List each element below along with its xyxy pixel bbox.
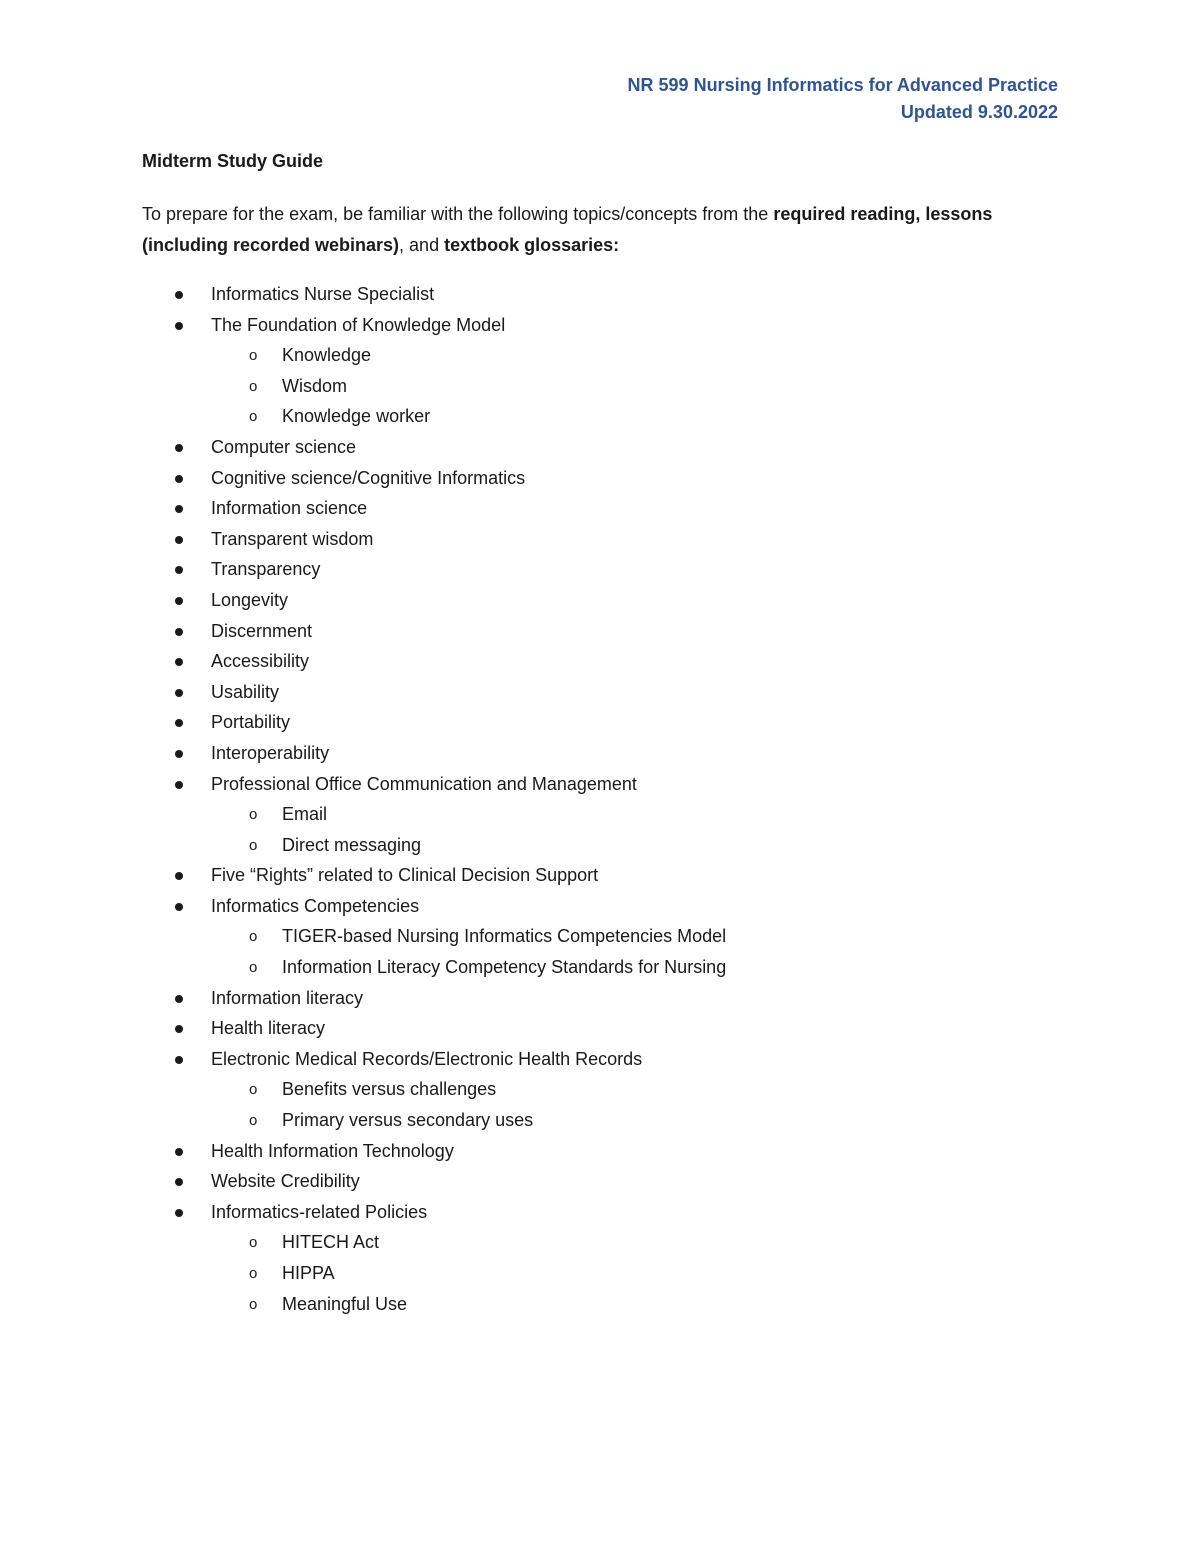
subtopic-item xyxy=(0,371,1200,402)
page-title: Midterm Study Guide xyxy=(142,151,324,171)
topic-label: Accessibility xyxy=(211,651,310,672)
subtopic-label: Wisdom xyxy=(282,375,348,396)
topic-item xyxy=(0,463,1200,494)
topic-label: Transparency xyxy=(211,559,321,580)
topic-label: Website Credibility xyxy=(211,1171,360,1192)
topic-label: Health literacy xyxy=(211,1018,326,1039)
document-header xyxy=(628,72,1058,126)
topic-item xyxy=(0,1197,1200,1228)
subtopic-label: Benefits versus challenges xyxy=(282,1079,497,1100)
topic-item xyxy=(0,1136,1200,1167)
topic-label: The Foundation of Knowledge Model xyxy=(211,314,506,335)
bullet-icon xyxy=(175,566,183,574)
subtopic-item xyxy=(0,340,1200,371)
topic-item xyxy=(0,1044,1200,1075)
hollow-bullet-icon: o xyxy=(249,1234,258,1252)
topic-item xyxy=(0,554,1200,585)
bullet-icon xyxy=(175,1148,183,1156)
topic-label: Professional Office Communication and Management xyxy=(211,773,637,794)
hollow-bullet-icon: o xyxy=(249,408,258,426)
topic-label: Informatics Competencies xyxy=(211,895,420,916)
subtopic-item xyxy=(0,1227,1200,1258)
hollow-bullet-icon: o xyxy=(249,1265,258,1282)
intro-bold-1: required reading, lessons (including recorded webinars) xyxy=(142,204,993,255)
topic-label: Computer science xyxy=(211,436,357,457)
hollow-bullet-icon: o xyxy=(249,1112,258,1130)
topic-label: Usability xyxy=(211,681,280,702)
bullet-icon xyxy=(175,872,183,880)
hollow-bullet-icon: o xyxy=(249,347,258,365)
bullet-icon xyxy=(175,322,183,330)
bullet-icon xyxy=(175,689,183,697)
intro-text-1: To prepare for the exam, be familiar with the following topics/concepts from the xyxy=(142,204,774,224)
subtopic-item xyxy=(0,1105,1200,1136)
subtopic-item xyxy=(0,1289,1200,1320)
topic-item xyxy=(0,585,1200,616)
bullet-icon xyxy=(175,995,183,1003)
topic-item xyxy=(0,1166,1200,1197)
topic-label: Information literacy xyxy=(211,987,364,1008)
intro-bold-2: textbook glossaries: xyxy=(444,235,620,255)
subtopic-label: Knowledge worker xyxy=(282,406,431,427)
bullet-icon xyxy=(175,291,183,299)
subtopic-label: HIPPA xyxy=(282,1263,335,1283)
bullet-icon xyxy=(175,628,183,636)
topic-label: Informatics-related Policies xyxy=(211,1201,428,1222)
bullet-icon xyxy=(175,903,183,911)
bullet-icon xyxy=(175,1209,183,1217)
topic-item xyxy=(0,860,1200,891)
updated-label: Updated xyxy=(900,102,973,122)
topic-list xyxy=(0,279,1200,1319)
intro-paragraph xyxy=(142,199,1062,261)
topic-item xyxy=(0,432,1200,463)
subtopic-label: Direct messaging xyxy=(282,834,422,855)
topic-item xyxy=(0,983,1200,1014)
topic-label: Interoperability xyxy=(211,742,330,763)
hollow-bullet-icon: o xyxy=(249,1081,258,1099)
bullet-icon xyxy=(175,781,183,789)
subtopic-label: HITECH Act xyxy=(282,1232,380,1253)
bullet-icon xyxy=(175,536,183,544)
topic-item xyxy=(0,646,1200,677)
topic-label: Portability xyxy=(211,712,291,733)
bullet-icon xyxy=(175,597,183,605)
topic-label: Transparent wisdom xyxy=(211,528,374,549)
updated-date: 9.30.2022 xyxy=(977,102,1058,122)
topic-item xyxy=(0,279,1200,310)
topic-label: Longevity xyxy=(211,589,289,610)
subtopic-item xyxy=(0,921,1200,952)
bullet-icon xyxy=(175,444,183,452)
topic-label: Health Information Technology xyxy=(211,1140,454,1161)
subtopic-label: Primary versus secondary uses xyxy=(282,1110,534,1131)
bullet-icon xyxy=(175,658,183,666)
topic-item xyxy=(0,677,1200,708)
topic-item xyxy=(0,310,1200,341)
topic-item xyxy=(0,524,1200,555)
bullet-icon xyxy=(175,1056,183,1064)
subtopic-item xyxy=(0,952,1200,983)
topic-label: Information science xyxy=(211,498,368,519)
hollow-bullet-icon: o xyxy=(249,1295,258,1313)
topic-label: Cognitive science/Cognitive Informatics xyxy=(211,467,526,488)
subtopic-item xyxy=(0,799,1200,830)
bullet-icon xyxy=(175,1025,183,1033)
subtopic-label: Email xyxy=(282,804,328,825)
topic-item xyxy=(0,738,1200,769)
bullet-icon xyxy=(175,750,183,758)
topic-item xyxy=(0,769,1200,800)
intro-text-2: , and xyxy=(399,235,445,255)
hollow-bullet-icon: o xyxy=(249,806,258,824)
hollow-bullet-icon: o xyxy=(249,836,258,854)
topic-item xyxy=(0,616,1200,647)
subtopic-item xyxy=(0,1258,1200,1289)
bullet-icon xyxy=(175,505,183,513)
topic-item xyxy=(0,891,1200,922)
subtopic-label: TIGER-based Nursing Informatics Competencies Model xyxy=(282,926,727,947)
course-title: NR 599 Nursing Informatics for Advanced Practice xyxy=(627,75,1058,95)
topic-item xyxy=(0,707,1200,738)
topic-item xyxy=(0,1013,1200,1044)
topic-label: Five “Rights” related to Clinical Decision Support xyxy=(211,865,599,886)
bullet-icon xyxy=(175,719,183,727)
hollow-bullet-icon: o xyxy=(249,928,258,946)
subtopic-label: Knowledge xyxy=(282,345,372,366)
subtopic-label: Information Literacy Competency Standards for Nursing xyxy=(282,957,727,978)
hollow-bullet-icon: o xyxy=(249,959,258,977)
subtopic-item xyxy=(0,1074,1200,1105)
topic-label: Electronic Medical Records/Electronic Health Records xyxy=(211,1048,643,1069)
topic-label: Informatics Nurse Specialist xyxy=(211,284,435,304)
updated-line xyxy=(628,99,1058,126)
topic-label: Discernment xyxy=(211,620,313,641)
bullet-icon xyxy=(175,1178,183,1186)
subtopic-label: Meaningful Use xyxy=(282,1293,408,1314)
hollow-bullet-icon: o xyxy=(249,377,258,395)
bullet-icon xyxy=(175,475,183,483)
topic-item xyxy=(0,493,1200,524)
subtopic-item xyxy=(0,401,1200,432)
subtopic-item xyxy=(0,830,1200,861)
